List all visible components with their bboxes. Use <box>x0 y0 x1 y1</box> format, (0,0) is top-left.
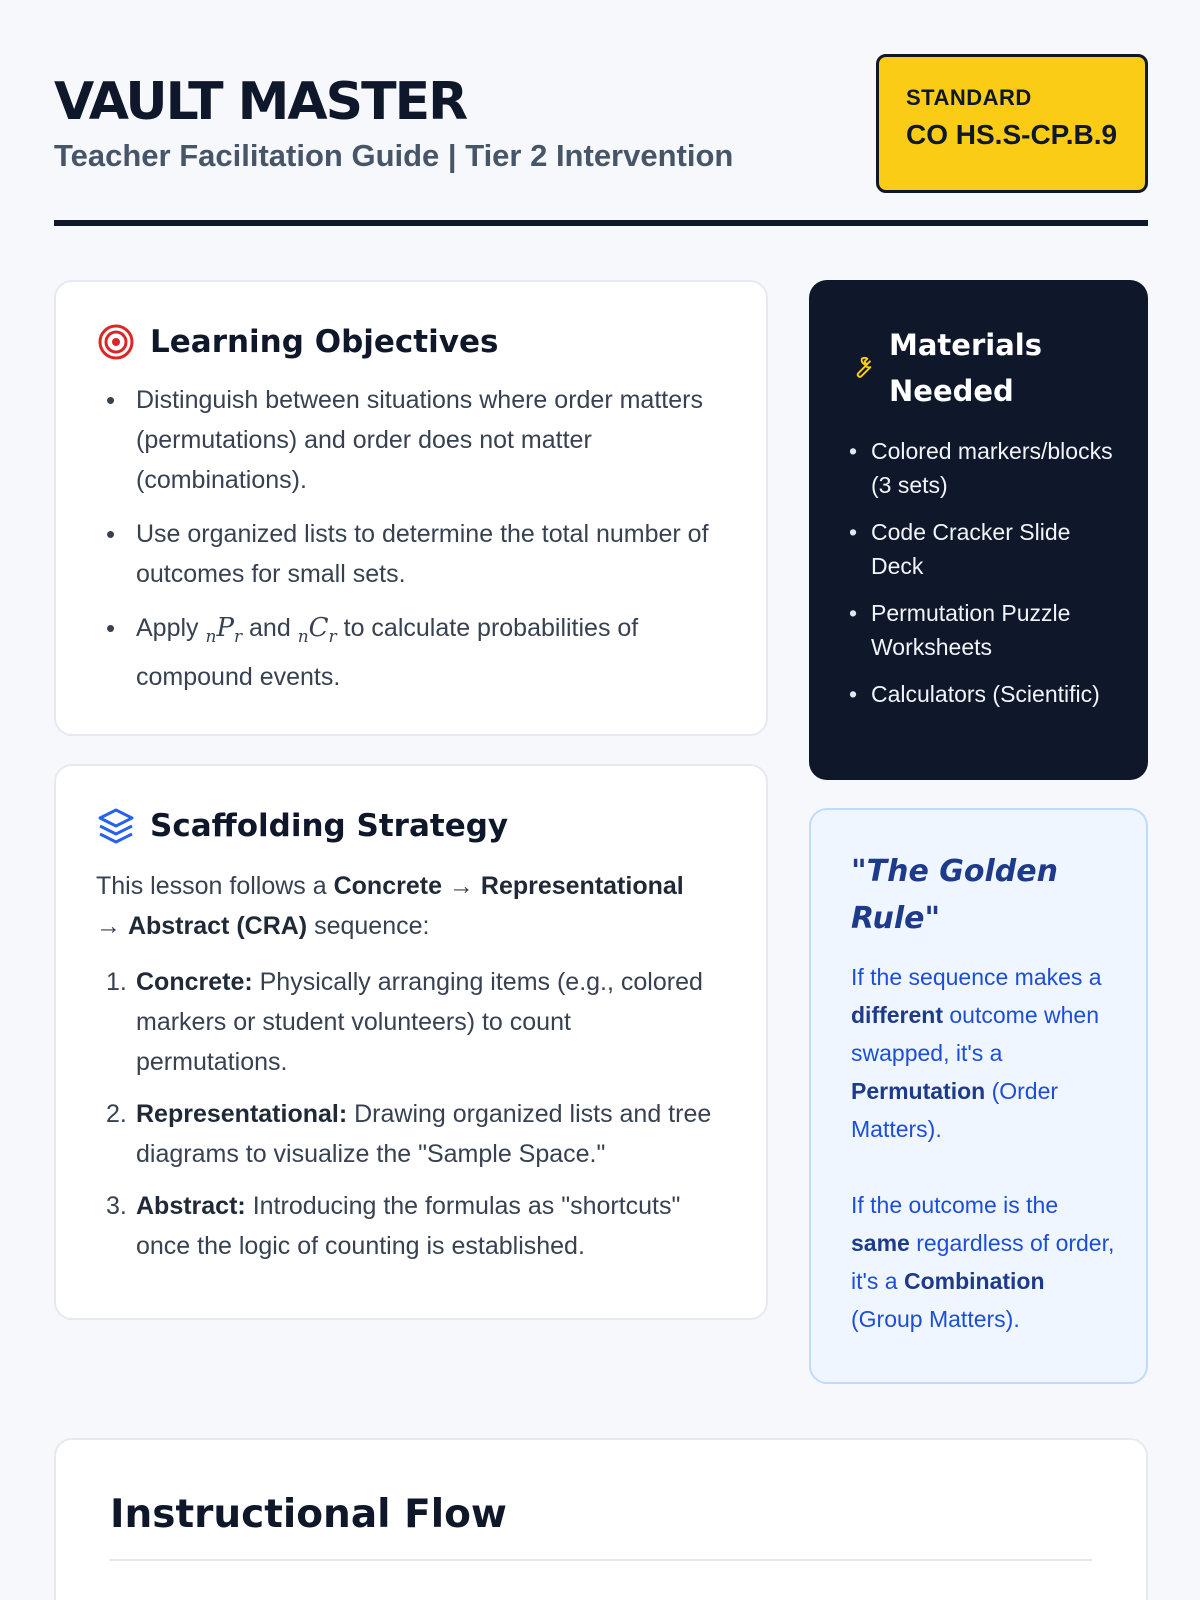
standard-label: STANDARD <box>906 85 1032 110</box>
header-divider <box>54 220 1148 226</box>
materials-needed-heading <box>849 322 1118 414</box>
scaffolding-step: 1. Concrete: Physically arranging items (e.g., colored markers or student volunteers) to count permutations. <box>106 968 703 1076</box>
instructional-flow-divider <box>110 1559 1092 1561</box>
learning-objectives-title: Learning Objectives <box>150 324 499 360</box>
material-item: • Calculators (Scientific) <box>849 677 1118 711</box>
materials-needed-title: Materials Needed <box>889 328 1042 408</box>
scaffolding-step: 3. Abstract: Introducing the formulas as "shortcuts" once the logic of counting is established. <box>106 1192 681 1260</box>
objective-item: • Distinguish between situations where order matters (permutations) and order does not matter (combinations). <box>96 380 726 500</box>
target-icon <box>96 322 136 362</box>
permutation-notation: $_nP_r$ <box>205 613 243 648</box>
standard-code: CO HS.S-CP.B.9 <box>906 119 1118 150</box>
scaffolding-strategy-title: Scaffolding Strategy <box>150 808 509 844</box>
material-item: • Colored markers/blocks (3 sets) <box>849 434 1118 502</box>
objective-item: • Apply $_nP_r$ and $_nC_r$ to calculate probabilities of compound events. <box>96 608 726 697</box>
wrench-icon <box>849 355 875 381</box>
scaffolding-steps <box>96 962 726 1266</box>
combination-notation: $_nC_r$ <box>297 613 337 648</box>
instructional-flow-title: Instructional Flow <box>110 1492 507 1537</box>
golden-rule-combination: If the outcome is the same regardless of order, it's a Combination (Group Matters). <box>851 1192 1115 1332</box>
learning-objectives-card <box>54 280 768 736</box>
golden-rule-permutation: If the sequence makes a different outcome when swapped, it's a Permutation (Order Matters). <box>851 964 1102 1142</box>
material-item: • Permutation Puzzle Worksheets <box>849 596 1118 664</box>
scaffolding-strategy-card <box>54 764 768 1320</box>
scaffolding-strategy-heading <box>96 806 726 846</box>
standard-badge <box>876 54 1148 193</box>
scaffolding-intro: This lesson follows a Concrete → Representational → Abstract (CRA) sequence: <box>96 872 684 940</box>
page-title: VAULT MASTER <box>54 72 467 132</box>
materials-list <box>849 434 1118 711</box>
materials-needed-card <box>809 280 1148 780</box>
scaffolding-step: 2. Representational: Drawing organized lists and tree diagrams to visualize the "Sample Space." <box>106 1100 712 1168</box>
objective-item: • Use organized lists to determine the total number of outcomes for small sets. <box>96 514 726 594</box>
page-header <box>54 54 1148 226</box>
golden-rule-card <box>809 808 1148 1384</box>
page-subtitle: Teacher Facilitation Guide | Tier 2 Intervention <box>54 138 734 173</box>
material-item: • Code Cracker Slide Deck <box>849 515 1118 583</box>
objectives-list <box>96 380 726 697</box>
golden-rule-title: "The Golden Rule" <box>851 854 1058 936</box>
learning-objectives-heading <box>96 322 726 362</box>
instructional-flow-card <box>54 1438 1148 1600</box>
layers-icon <box>96 806 136 846</box>
